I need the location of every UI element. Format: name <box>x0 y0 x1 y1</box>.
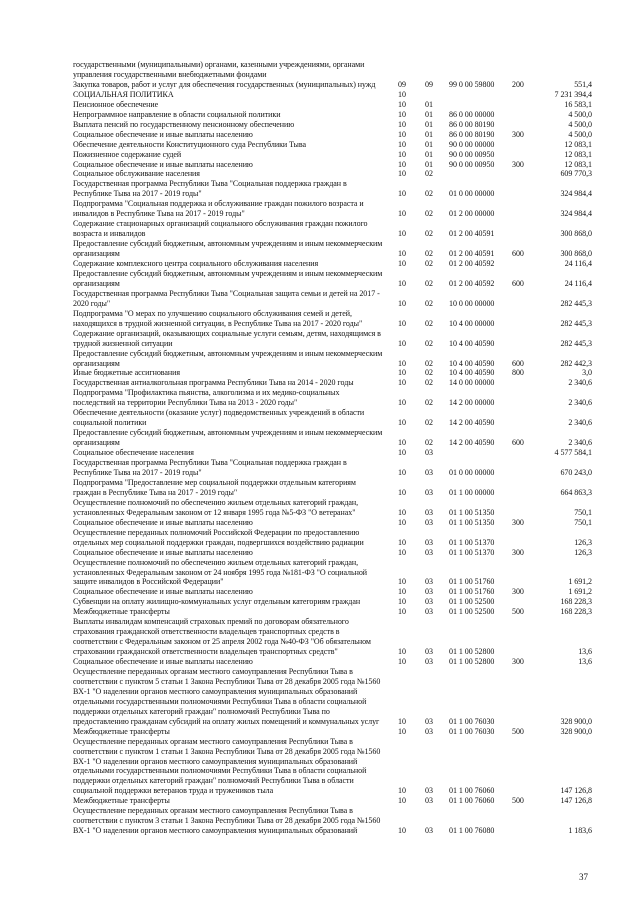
row-amount: 551,4 <box>574 79 592 89</box>
row-section: 10 <box>398 467 406 477</box>
row-target-article: 10 4 00 40590 <box>449 368 495 378</box>
row-name: Осуществление переданных органам местного самоуправления Республики Тыва в <box>73 736 353 746</box>
row-target-article: 01 1 00 76080 <box>449 826 495 836</box>
row-target-article: 14 2 00 00000 <box>449 398 495 408</box>
row-name: страхования гражданской ответственности владельцев транспортных средств в <box>73 627 340 637</box>
row-amount: 282 442,3 <box>560 358 592 368</box>
row-name: установленных Федеральным законом от 24 ноября 1995 года №181-ФЗ "О социальной <box>73 567 368 577</box>
row-target-article: 01 1 00 76030 <box>449 716 495 726</box>
row-section: 10 <box>398 209 406 219</box>
row-name: Социальное обеспечение и иные выплаты населению <box>73 159 253 169</box>
row-name: Социальное обеспечение и иные выплаты населению <box>73 657 253 666</box>
row-subsection: 09 <box>425 79 433 89</box>
row-expense-type: 500 <box>512 796 524 806</box>
row-target-article: 01 1 00 00000 <box>449 487 495 497</box>
row-name: Обеспечение деятельности Конституционного суда Республики Тыва <box>73 139 306 149</box>
row-name: Выплата пенсий по государственному пенсионному обеспечению <box>73 119 295 129</box>
row-section: 10 <box>398 378 406 388</box>
row-target-article: 01 2 00 40592 <box>449 259 495 268</box>
row-target-article: 01 1 00 52800 <box>449 647 495 656</box>
row-target-article: 01 1 00 51760 <box>449 577 495 587</box>
row-amount: 282 445,3 <box>560 338 592 348</box>
row-amount: 126,3 <box>574 547 592 557</box>
row-amount: 13,6 <box>578 657 592 666</box>
row-subsection: 03 <box>425 657 433 666</box>
row-name: Подпрограмма "О мерах по улучшению социального обслуживания семей и детей, <box>73 308 352 318</box>
row-section: 10 <box>398 577 406 587</box>
row-subsection: 03 <box>425 726 433 736</box>
row-target-article: 01 1 00 52500 <box>449 607 495 617</box>
row-target-article: 01 1 00 51370 <box>449 537 495 547</box>
row-subsection: 01 <box>425 119 433 129</box>
row-target-article: 01 1 00 76060 <box>449 796 495 806</box>
row-amount: 2 340,6 <box>568 418 592 428</box>
row-expense-type: 300 <box>512 587 524 597</box>
row-section: 10 <box>398 517 406 527</box>
row-name: Социальное обеспечение населения <box>73 448 194 457</box>
row-expense-type: 200 <box>512 79 524 89</box>
row-expense-type: 300 <box>512 657 524 666</box>
row-subsection: 03 <box>425 796 433 806</box>
row-amount: 1 183,6 <box>568 826 592 836</box>
row-expense-type: 300 <box>512 547 524 557</box>
row-subsection: 02 <box>425 189 433 199</box>
row-name: Подпрограмма "Предоставление мер социальной поддержки отдельным категориям <box>73 477 356 487</box>
row-subsection: 03 <box>425 507 433 517</box>
row-target-article: 01 1 00 51760 <box>449 587 495 597</box>
row-section: 10 <box>398 726 406 736</box>
row-target-article: 86 0 00 80190 <box>449 119 495 129</box>
row-section: 10 <box>398 368 406 378</box>
row-name: Предоставление субсидий бюджетным, автономным учреждениям и иным некоммерческим <box>73 348 383 358</box>
row-name: Социальное обеспечение и иные выплаты населению <box>73 587 253 597</box>
row-name: управления государственными внебюджетными фондами <box>73 70 267 79</box>
row-amount: 282 445,3 <box>560 298 592 308</box>
row-amount: 324 984,4 <box>560 209 592 219</box>
row-name: Обеспечение деятельности (оказание услуг) подведомственных учреждений в области <box>73 408 365 418</box>
row-name: ВХ-1 "О наделении органов местного самоуправления муниципальных образований <box>73 826 358 836</box>
row-target-article: 86 0 00 80190 <box>449 129 495 139</box>
row-name: граждан в Республике Тыва на 2017 - 2019 годы" <box>73 487 238 497</box>
row-name: Республике Тыва на 2017 - 2019 годы" <box>73 189 202 199</box>
row-target-article: 01 0 00 00000 <box>449 189 495 199</box>
row-section: 10 <box>398 587 406 597</box>
row-section: 10 <box>398 99 406 109</box>
row-name: Социальное обслуживание населения <box>73 169 200 179</box>
row-amount: 126,3 <box>574 537 592 547</box>
row-amount: 16 583,1 <box>564 99 592 109</box>
row-target-article: 10 4 00 00000 <box>449 318 495 328</box>
row-name: защите инвалидов в Российской Федерации" <box>73 577 224 587</box>
row-section: 10 <box>398 89 406 99</box>
row-subsection: 03 <box>425 587 433 597</box>
row-subsection: 02 <box>425 209 433 219</box>
row-target-article: 10 4 00 40590 <box>449 358 495 368</box>
row-target-article: 01 1 00 51350 <box>449 507 495 517</box>
row-section: 10 <box>398 448 406 457</box>
row-name: Закупка товаров, работ и услуг для обеспечения государственных (муниципальных) нужд <box>73 79 376 89</box>
row-section: 10 <box>398 487 406 497</box>
row-subsection: 03 <box>425 537 433 547</box>
row-amount: 2 340,6 <box>568 378 592 388</box>
row-name: Государственная программа Республики Тыва "Социальная поддержка граждан в <box>73 179 347 189</box>
row-name: Осуществление переданных полномочий Российской Федерации по предоставлению <box>73 527 360 537</box>
row-section: 10 <box>398 438 406 448</box>
row-subsection: 02 <box>425 169 433 179</box>
row-section: 10 <box>398 418 406 428</box>
row-amount: 24 116,4 <box>564 259 592 268</box>
row-subsection: 03 <box>425 448 433 457</box>
row-name: Субвенции на оплату жилищно-коммунальных услуг отдельным категориям граждан <box>73 597 361 607</box>
row-name: Осуществление полномочий по обеспечению жильем отдельных категорий граждан, <box>73 557 359 567</box>
row-section: 10 <box>398 647 406 656</box>
row-section: 09 <box>398 79 406 89</box>
row-section: 10 <box>398 159 406 169</box>
row-target-article: 01 1 00 52500 <box>449 597 495 607</box>
row-name: Предоставление субсидий бюджетным, автономным учреждениям и иным некоммерческим <box>73 239 383 249</box>
row-name: поддержки отдельных категорий граждан" полномочий Республики Тыва по <box>73 706 330 716</box>
row-expense-type: 600 <box>512 438 524 448</box>
row-amount: 147 126,8 <box>560 796 592 806</box>
row-subsection: 03 <box>425 647 433 656</box>
row-subsection: 03 <box>425 517 433 527</box>
row-subsection: 02 <box>425 318 433 328</box>
row-target-article: 99 0 00 59800 <box>449 79 495 89</box>
row-amount: 300 868,0 <box>560 229 592 239</box>
row-amount: 1 691,2 <box>568 577 592 587</box>
row-expense-type: 300 <box>512 129 524 139</box>
row-subsection: 01 <box>425 109 433 119</box>
row-amount: 12 083,1 <box>564 159 592 169</box>
row-name: возраста и инвалидов <box>73 229 146 239</box>
row-target-article: 01 2 00 00000 <box>449 209 495 219</box>
row-name: Выплаты инвалидам компенсаций страховых премий по договорам обязательного <box>73 617 349 627</box>
row-name: поддержки отдельных категорий граждан" полномочий Республики Тыва в области <box>73 776 354 786</box>
row-amount: 750,1 <box>574 507 592 517</box>
row-name: установленных Федеральным законом от 12 января 1995 года №5-ФЗ "О ветеранах" <box>73 507 356 517</box>
row-name: организациям <box>73 278 120 288</box>
row-name: отдельными государственными полномочиями Республики Тыва в области социальной <box>73 766 367 776</box>
row-name: организациям <box>73 358 120 368</box>
row-amount: 168 228,3 <box>560 607 592 617</box>
row-amount: 670 243,0 <box>560 467 592 477</box>
row-section: 10 <box>398 189 406 199</box>
row-section: 10 <box>398 318 406 328</box>
row-target-article: 90 0 00 00950 <box>449 149 495 159</box>
row-name: соответствии с пунктом 5 статьи 1 Закона Республики Тыва от 28 декабря 2005 года №1560 <box>73 676 381 686</box>
row-name: Пенсионное обеспечение <box>73 99 159 109</box>
row-name: государственными (муниципальными) органами, казенными учреждениями, органами <box>73 60 365 69</box>
row-section: 10 <box>398 507 406 517</box>
row-name: ВХ-1 "О наделении органов местного самоуправления муниципальных образований <box>73 756 358 766</box>
row-name: социальной поддержки ветеранов труда и тружеников тыла <box>73 786 274 796</box>
row-target-article: 14 2 00 40590 <box>449 438 495 448</box>
row-amount: 13,6 <box>578 647 592 656</box>
row-name: Межбюджетные трансферты <box>73 607 170 617</box>
row-name: трудной жизненной ситуации <box>73 338 173 348</box>
row-amount: 3,0 <box>582 368 592 378</box>
row-name: соответствии с пунктом 3 статьи 1 Закона Республики Тыва от 28 декабря 2005 года №1560 <box>73 816 381 826</box>
row-subsection: 02 <box>425 378 433 388</box>
row-name: последствий на территории Республики Тыва на 2013 - 2020 годы" <box>73 398 298 408</box>
row-subsection: 03 <box>425 716 433 726</box>
row-section: 10 <box>398 786 406 796</box>
row-amount: 4 500,0 <box>568 109 592 119</box>
row-name: Государственная программа Республики Тыва "Социальная поддержка граждан в <box>73 458 347 467</box>
row-subsection: 03 <box>425 826 433 836</box>
row-expense-type: 600 <box>512 278 524 288</box>
row-section: 10 <box>398 716 406 726</box>
row-subsection: 02 <box>425 298 433 308</box>
row-subsection: 03 <box>425 577 433 587</box>
row-name: отдельными государственными полномочиями Республики Тыва в области социальной <box>73 696 367 706</box>
row-expense-type: 600 <box>512 249 524 258</box>
row-target-article: 01 1 00 76030 <box>449 726 495 736</box>
row-target-article: 01 1 00 51350 <box>449 517 495 527</box>
row-target-article: 10 0 00 00000 <box>449 298 495 308</box>
row-subsection: 03 <box>425 597 433 607</box>
row-section: 10 <box>398 398 406 408</box>
row-target-article: 14 2 00 40590 <box>449 418 495 428</box>
row-name: 2020 годы" <box>73 298 111 308</box>
row-expense-type: 500 <box>512 726 524 736</box>
row-section: 10 <box>398 796 406 806</box>
row-subsection: 02 <box>425 338 433 348</box>
row-name: отдельных мер социальной поддержки граждан, подвергшихся воздействию радиации <box>73 537 364 547</box>
row-target-article: 01 1 00 51370 <box>449 547 495 557</box>
row-amount: 24 116,4 <box>564 278 592 288</box>
row-target-article: 14 0 00 00000 <box>449 378 495 388</box>
row-amount: 328 900,0 <box>560 716 592 726</box>
row-name: соответствии с пунктом 1 статьи 1 Закона Республики Тыва от 28 декабря 2005 года №1560 <box>73 746 381 756</box>
row-expense-type: 800 <box>512 368 524 378</box>
row-amount: 2 340,6 <box>568 438 592 448</box>
row-name: организациям <box>73 438 120 448</box>
row-amount: 324 984,4 <box>560 189 592 199</box>
row-name: Осуществление переданных органам местного самоуправления Республики Тыва в <box>73 806 353 816</box>
row-section: 10 <box>398 139 406 149</box>
row-amount: 4 577 584,1 <box>554 448 592 457</box>
row-section: 10 <box>398 259 406 268</box>
row-name: Непрограммное направление в области социальной политики <box>73 109 281 119</box>
row-section: 10 <box>398 657 406 666</box>
row-target-article: 90 0 00 00000 <box>449 139 495 149</box>
row-amount: 1 691,2 <box>568 587 592 597</box>
row-amount: 168 228,3 <box>560 597 592 607</box>
row-subsection: 02 <box>425 438 433 448</box>
row-section: 10 <box>398 547 406 557</box>
row-amount: 664 863,3 <box>560 487 592 497</box>
row-subsection: 01 <box>425 159 433 169</box>
row-name: Межбюджетные трансферты <box>73 726 170 736</box>
row-subsection: 02 <box>425 259 433 268</box>
row-expense-type: 600 <box>512 358 524 368</box>
row-expense-type: 300 <box>512 159 524 169</box>
row-amount: 4 500,0 <box>568 119 592 129</box>
row-expense-type: 500 <box>512 607 524 617</box>
row-section: 10 <box>398 607 406 617</box>
row-amount: 2 340,6 <box>568 398 592 408</box>
row-target-article: 01 1 00 76060 <box>449 786 495 796</box>
row-target-article: 01 0 00 00000 <box>449 467 495 477</box>
row-name: организациям <box>73 249 120 258</box>
row-name: Предоставление субсидий бюджетным, автономным учреждениям и иным некоммерческим <box>73 268 383 278</box>
row-section: 10 <box>398 826 406 836</box>
row-name: Осуществление переданных органам местного самоуправления Республики Тыва в <box>73 666 353 676</box>
row-section: 10 <box>398 229 406 239</box>
row-name: Социальное обеспечение и иные выплаты населению <box>73 129 253 139</box>
row-subsection: 01 <box>425 149 433 159</box>
row-amount: 282 445,3 <box>560 318 592 328</box>
row-name: Государственная антиалкогольная программа Республики Тыва на 2014 - 2020 годы <box>73 378 354 388</box>
row-amount: 300 868,0 <box>560 249 592 258</box>
row-section: 10 <box>398 338 406 348</box>
row-name: Государственная программа Республики Тыва "Социальная защита семьи и детей на 2017 - <box>73 288 380 298</box>
row-target-article: 10 4 00 40590 <box>449 338 495 348</box>
row-section: 10 <box>398 169 406 179</box>
row-name: Социальное обеспечение и иные выплаты населению <box>73 517 253 527</box>
row-subsection: 03 <box>425 786 433 796</box>
row-section: 10 <box>398 149 406 159</box>
row-section: 10 <box>398 129 406 139</box>
row-section: 10 <box>398 119 406 129</box>
table-row <box>0 826 640 837</box>
row-subsection: 03 <box>425 467 433 477</box>
row-expense-type: 300 <box>512 517 524 527</box>
row-amount: 12 083,1 <box>564 139 592 149</box>
row-name: Пожизненное содержание судей <box>73 149 182 159</box>
row-name: Осуществление полномочий по обеспечению жильем отдельных категорий граждан, <box>73 497 359 507</box>
row-name: Содержание стационарных организаций социального обслуживания граждан пожилого <box>73 219 368 229</box>
row-section: 10 <box>398 358 406 368</box>
row-amount: 609 770,3 <box>560 169 592 179</box>
row-section: 10 <box>398 278 406 288</box>
row-section: 10 <box>398 537 406 547</box>
row-name: инвалидов в Республике Тыва на 2017 - 2019 годы" <box>73 209 245 219</box>
row-name: Подпрограмма "Профилактика пьянства, алкоголизма и их медико-социальных <box>73 388 340 398</box>
row-target-article: 01 2 00 40592 <box>449 278 495 288</box>
row-subsection: 02 <box>425 358 433 368</box>
row-amount: 4 500,0 <box>568 129 592 139</box>
row-section: 10 <box>398 249 406 258</box>
row-name: Межбюджетные трансферты <box>73 796 170 806</box>
row-name: Предоставление субсидий бюджетным, автономным учреждениям и иным некоммерческим <box>73 428 383 438</box>
row-subsection: 03 <box>425 547 433 557</box>
row-target-article: 01 1 00 52800 <box>449 657 495 666</box>
row-name: страховании гражданской ответственности владельцев транспортных средств" <box>73 647 338 656</box>
row-subsection: 01 <box>425 99 433 109</box>
row-amount: 750,1 <box>574 517 592 527</box>
row-name: находящихся в трудной жизненной ситуации, в Республике Тыва на 2017 - 2020 годы" <box>73 318 363 328</box>
row-subsection: 01 <box>425 129 433 139</box>
row-name: Республике Тыва на 2017 - 2019 годы" <box>73 467 202 477</box>
row-name: социальной политики <box>73 418 147 428</box>
row-subsection: 02 <box>425 368 433 378</box>
row-subsection: 02 <box>425 398 433 408</box>
row-section: 10 <box>398 109 406 119</box>
row-subsection: 02 <box>425 278 433 288</box>
row-target-article: 90 0 00 00950 <box>449 159 495 169</box>
row-target-article: 01 2 00 40591 <box>449 229 495 239</box>
row-name: предоставлению гражданам субсидий на оплату жилых помещений и коммунальных услуг <box>73 716 380 726</box>
row-section: 10 <box>398 298 406 308</box>
row-subsection: 02 <box>425 229 433 239</box>
row-name: соответствии с Федеральным законом от 25 апреля 2002 года №40-ФЗ "Об обязательном <box>73 637 371 647</box>
row-target-article: 86 0 00 00000 <box>449 109 495 119</box>
row-name: Содержание комплексного центра социального обслуживания населения <box>73 259 319 268</box>
row-amount: 328 900,0 <box>560 726 592 736</box>
row-name: Подпрограмма "Социальная поддержка и обслуживание граждан пожилого возраста и <box>73 199 364 209</box>
page-number: 37 <box>579 872 588 882</box>
row-amount: 147 126,8 <box>560 786 592 796</box>
row-subsection: 02 <box>425 418 433 428</box>
row-name: Содержание организаций, оказывающих социальные услуги семьям, детям, находящимся в <box>73 328 381 338</box>
row-amount: 7 231 394,4 <box>554 89 592 99</box>
row-name: Иные бюджетные ассигнования <box>73 368 180 378</box>
row-subsection: 01 <box>425 139 433 149</box>
row-subsection: 03 <box>425 487 433 497</box>
row-name: ВХ-1 "О наделении органов местного самоуправления муниципальных образований <box>73 686 358 696</box>
row-name: СОЦИАЛЬНАЯ ПОЛИТИКА <box>73 89 174 99</box>
row-amount: 12 083,1 <box>564 149 592 159</box>
row-section: 10 <box>398 597 406 607</box>
row-subsection: 03 <box>425 607 433 617</box>
row-name: Социальное обеспечение и иные выплаты населению <box>73 547 253 557</box>
row-target-article: 01 2 00 40591 <box>449 249 495 258</box>
row-subsection: 02 <box>425 249 433 258</box>
